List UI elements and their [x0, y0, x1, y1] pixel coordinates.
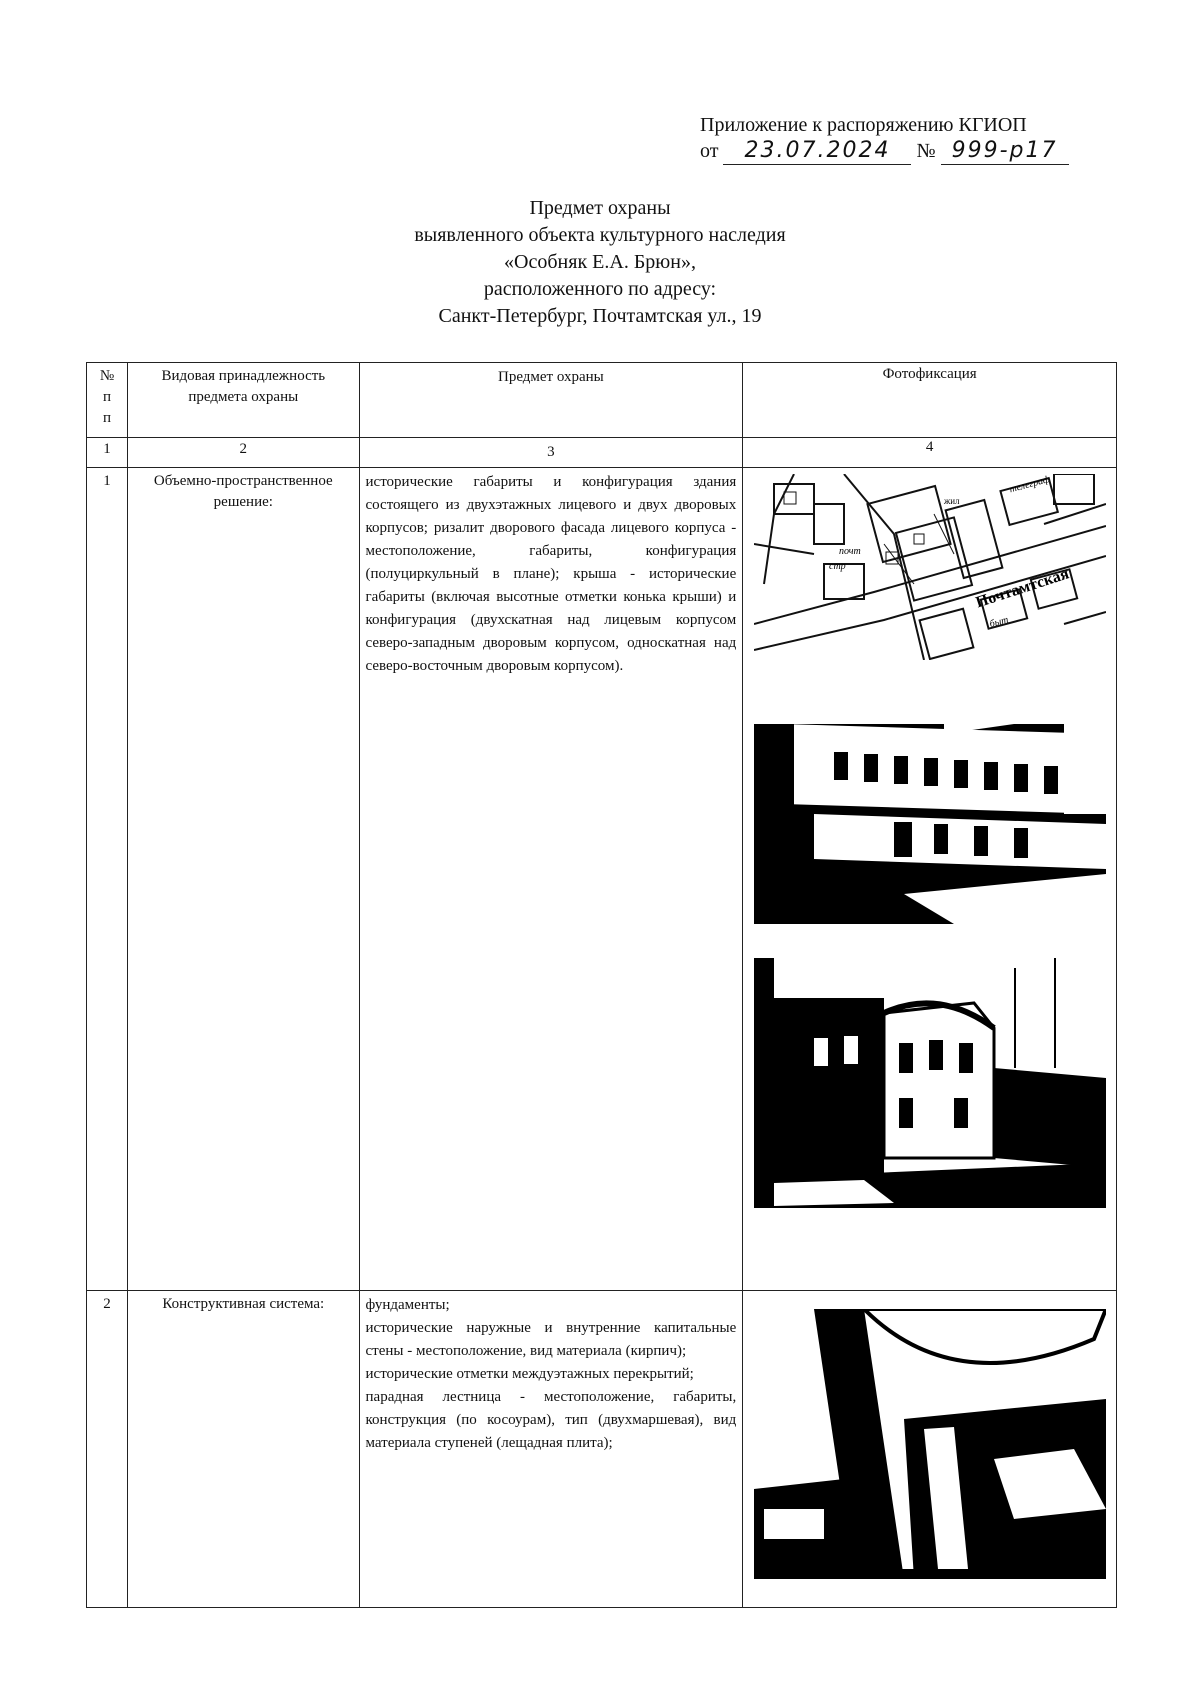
from-label: от — [700, 140, 719, 162]
handwritten-date: 23.07.2024 — [723, 138, 911, 165]
column-numbers-row — [87, 438, 1117, 468]
protection-table — [86, 362, 1117, 1608]
header-num-line-3: п — [103, 410, 112, 426]
header-num-line-1: № — [99, 368, 115, 384]
document-title — [300, 195, 900, 330]
handwritten-number: 999-р17 — [941, 138, 1069, 165]
row-subject: исторические габариты и конфигурация здания состоящего из двухэтажных лицевого и двух дворовых корпусов; ризалит дворового фасада лицевого корпуса - местоположение, габариты, конфигурация (полуциркульный в плане); крыша - исторические габариты (включая высотные отметки конька крыши) и конфигурация (двухскатная над лицевым корпусом северо-западным дворовым корпусом, односкатная над северо-восточным дворовым корпусом). — [359, 468, 743, 1291]
subject-line: исторические отметки междуэтажных перекрытий; — [365, 1366, 694, 1382]
column-number-2: 2 — [128, 438, 359, 468]
column-number-4: 4 — [743, 438, 1117, 468]
column-number-3: 3 — [359, 438, 743, 468]
row-subject — [359, 1291, 743, 1608]
table-row — [87, 1291, 1117, 1608]
table-row — [87, 468, 1117, 1291]
row-number: 1 — [87, 468, 128, 1291]
title-line-1: Предмет охраны — [529, 197, 671, 219]
row-photos — [743, 468, 1117, 1291]
map-label-street: Почтамтская — [973, 565, 1071, 612]
map-label-zhil: жил — [943, 496, 960, 506]
title-line-5: Санкт-Петербург, Почтамтская ул., 19 — [438, 305, 762, 327]
site-map-image — [754, 474, 1106, 660]
title-line-2: выявленного объекта культурного наследия — [414, 224, 786, 246]
row-number: 2 — [87, 1291, 128, 1608]
appendix-title: Приложение к распоряжению КГИОП — [700, 114, 1027, 136]
row-type: Объемно-пространственное решение: — [128, 468, 359, 1291]
appendix-header — [700, 112, 1120, 165]
header-photo: Фотофиксация — [743, 363, 1117, 438]
header-num — [87, 363, 128, 438]
spacer — [743, 924, 1116, 952]
courtyard-risalit-photo — [754, 958, 1106, 1208]
appendix-date-line — [700, 138, 1120, 165]
header-type: Видовая принадлежность предмета охраны — [128, 363, 359, 438]
title-line-3: «Особняк Е.А. Брюн», — [504, 251, 696, 273]
map-label-byt: быт — [988, 614, 1010, 630]
header-subject: Предмет охраны — [359, 363, 743, 438]
column-number-1: 1 — [87, 438, 128, 468]
street-facade-photo — [754, 694, 1106, 924]
staircase-photo — [754, 1309, 1106, 1579]
row-type: Конструктивная система: — [128, 1291, 359, 1608]
subject-line: исторические наружные и внутренние капитальные стены - местоположение, вид материала (кирпич); — [365, 1320, 737, 1359]
subject-line: парадная лестница - местоположение, габариты, конструкция (по косоурам), тип (двухмаршевая), вид материала ступеней (лещадная плита); — [365, 1389, 737, 1451]
spacer — [743, 660, 1116, 688]
row-photos — [743, 1291, 1117, 1608]
map-label-post: почт — [838, 546, 861, 557]
map-label-telegraph: телеграф — [1007, 474, 1051, 496]
table-header-row — [87, 363, 1117, 438]
subject-line: фундаменты; — [365, 1297, 450, 1313]
header-num-line-2: п — [103, 389, 112, 405]
number-label: № — [916, 140, 936, 162]
map-label-str: стр — [828, 561, 846, 572]
title-line-4: расположенного по адресу: — [483, 278, 717, 300]
